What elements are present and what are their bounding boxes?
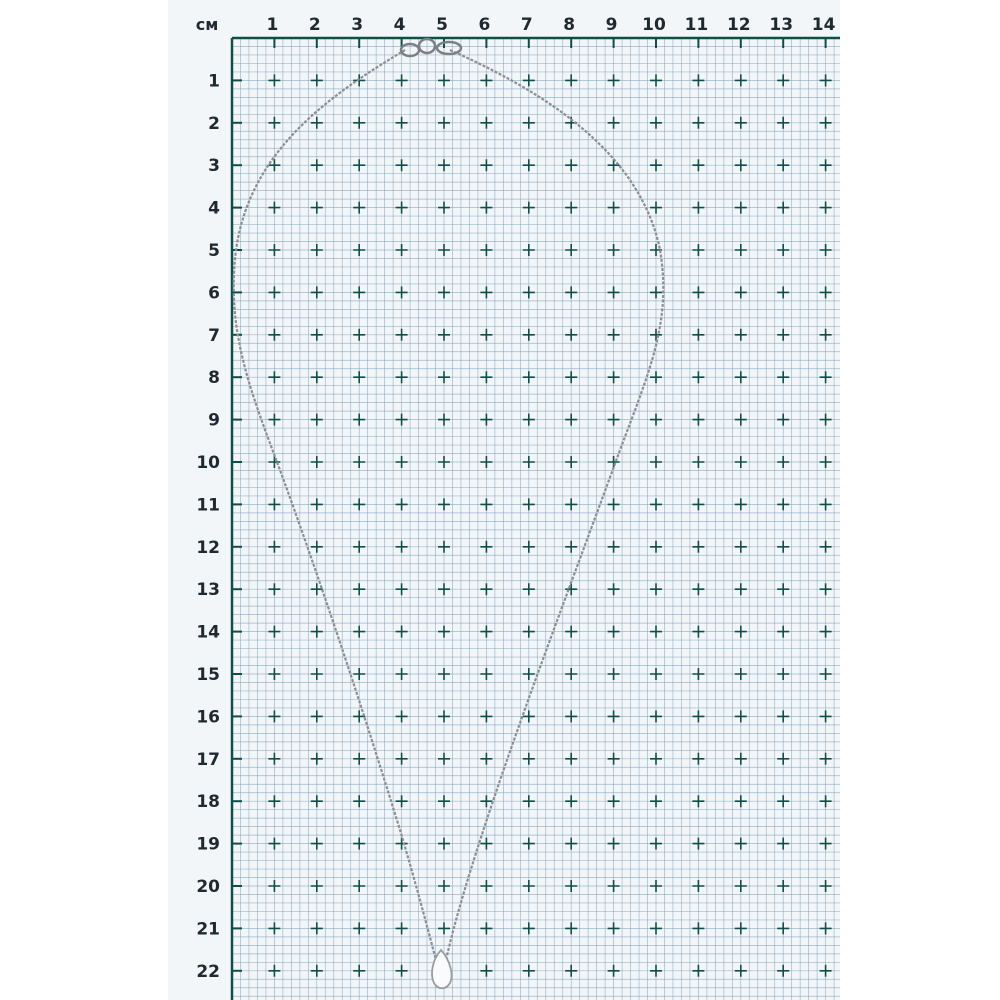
y-tick-label: 13 [196, 580, 220, 601]
paper-sheet [168, 0, 840, 1000]
y-tick-label: 7 [208, 325, 220, 346]
y-tick-label: 15 [196, 665, 220, 685]
y-tick-label: 16 [196, 707, 220, 728]
y-tick-label: 21 [196, 919, 220, 940]
x-tick-label: 3 [351, 15, 364, 35]
y-tick-label: 10 [196, 453, 220, 473]
y-tick-label: 17 [196, 749, 220, 770]
y-tick-label: 9 [208, 410, 220, 431]
y-tick-label: 3 [208, 156, 220, 177]
x-tick-label: 14 [811, 15, 836, 35]
x-tick-label: 10 [642, 15, 666, 35]
y-tick-label: 22 [196, 961, 220, 982]
y-tick-label: 18 [196, 792, 220, 813]
y-tick-label: 14 [196, 622, 220, 643]
x-tick-label: 12 [726, 15, 751, 35]
x-tick-label: 7 [520, 15, 533, 35]
x-tick-label: 1 [266, 15, 279, 35]
y-tick-label: 12 [196, 537, 220, 558]
y-tick-label: 8 [208, 368, 220, 389]
y-tick-label: 1 [208, 71, 220, 92]
x-tick-label: 2 [308, 15, 321, 35]
unit-label: см [195, 15, 219, 34]
x-tick-label: 9 [605, 15, 618, 35]
x-tick-label: 8 [563, 15, 576, 35]
x-tick-label: 4 [393, 15, 406, 35]
x-tick-label: 5 [436, 15, 448, 35]
x-tick-label: 11 [684, 15, 709, 35]
x-tick-label: 13 [769, 15, 794, 35]
y-tick-label: 20 [196, 877, 220, 897]
y-tick-label: 6 [208, 283, 220, 304]
y-tick-label: 2 [208, 113, 220, 134]
x-tick-label: 6 [478, 15, 491, 35]
y-tick-label: 11 [196, 495, 220, 516]
y-tick-label: 5 [208, 241, 220, 261]
y-tick-label: 19 [196, 834, 220, 855]
y-tick-label: 4 [208, 198, 220, 219]
